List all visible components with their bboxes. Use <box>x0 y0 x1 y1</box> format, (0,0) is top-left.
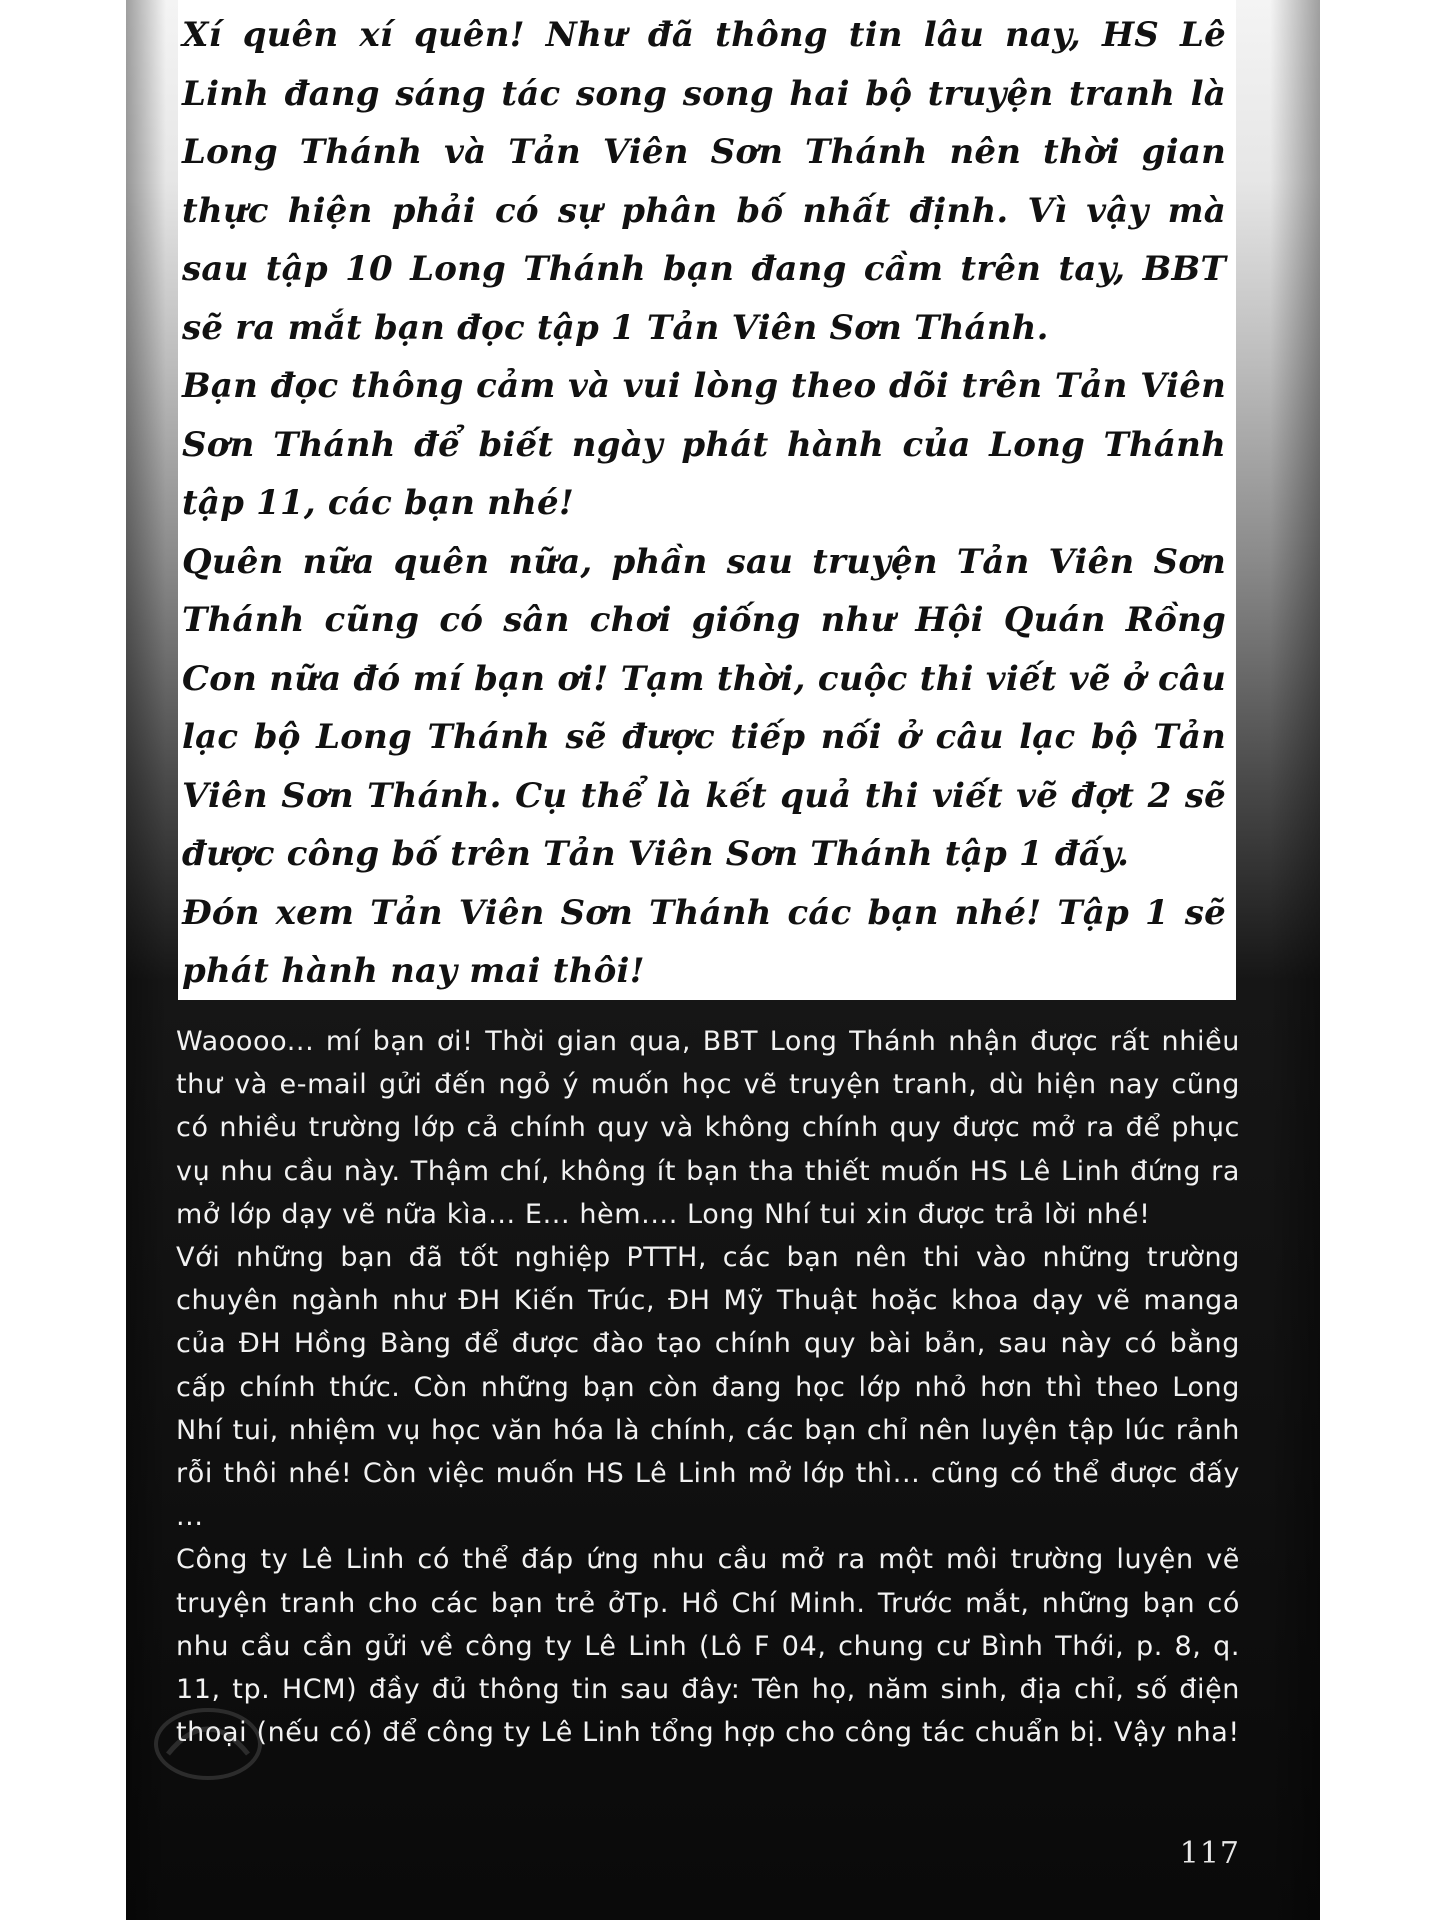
letter-paragraph: Với những bạn đã tốt nghiệp PTTH, các bạn nên thi vào những trường chuyên ngành như ĐH Kiến Trúc, ĐH Mỹ Thuật hoặc khoa dạy vẽ manga của ĐH Hồng Bàng để được đào tạo chính quy bài bản, sau này có bằng cấp chính thức. Còn những bạn còn đang học lớp nhỏ hơn thì theo Long Nhí tui, nhiệm vụ học văn hóa là chính, các bạn chỉ nên luyện tập lúc rảnh rỗi thôi nhé! Còn việc muốn HS Lê Linh mở lớp thì... cũng có thể được đấy ... <box>176 1242 1240 1533</box>
notice-box <box>178 0 1236 1000</box>
notice-paragraph: Quên nữa quên nữa, phần sau truyện Tản Viên Sơn Thánh cũng có sân chơi giống như Hội Quán Rồng Con nữa đó mí bạn ơi! Tạm thời, cuộc thi viết vẽ ở câu lạc bộ Long Thánh sẽ được tiếp nối ở câu lạc bộ Tản Viên Sơn Thánh. Cụ thể là kết quả thi viết vẽ đợt 2 sẽ được công bố trên Tản Viên Sơn Thánh tập 1 đấy. <box>182 541 1226 874</box>
notice-text <box>182 6 1226 1001</box>
letter-text <box>176 1020 1240 1754</box>
page-number: 117 <box>1179 1836 1240 1871</box>
notice-paragraph: Đón xem Tản Viên Sơn Thánh các bạn nhé! Tập 1 sẽ phát hành nay mai thôi! <box>182 892 1226 991</box>
letter-section <box>176 1020 1240 1754</box>
notice-paragraph: Xí quên xí quên! Như đã thông tin lâu nay, HS Lê Linh đang sáng tác song song hai bộ truyện tranh là Long Thánh và Tản Viên Sơn Thánh nên thời gian thực hiện phải có sự phân bố nhất định. Vì vậy mà sau tập 10 Long Thánh bạn đang cầm trên tay, BBT sẽ ra mắt bạn đọc tập 1 Tản Viên Sơn Thánh. <box>182 15 1226 348</box>
watermark-logo <box>148 1684 268 1804</box>
notice-paragraph: Bạn đọc thông cảm và vui lòng theo dõi trên Tản Viên Sơn Thánh để biết ngày phát hành của Long Thánh tập 11, các bạn nhé! <box>182 366 1226 523</box>
letter-paragraph: Waoooo... mí bạn ơi! Thời gian qua, BBT Long Thánh nhận được rất nhiều thư và e-mail gửi đến ngỏ ý muốn học vẽ truyện tranh, dù hiện nay cũng có nhiều trường lớp cả chính quy và không chính quy được mở ra để phục vụ nhu cầu này. Thậm chí, không ít bạn tha thiết muốn HS Lê Linh đứng ra mở lớp dạy vẽ nữa kìa... E... hèm.... Long Nhí tui xin được trả lời nhé! <box>176 1026 1240 1230</box>
letter-paragraph: Công ty Lê Linh có thể đáp ứng nhu cầu mở ra một môi trường luyện vẽ truyện tranh cho các bạn trẻ ởTp. Hồ Chí Minh. Trước mắt, những bạn có nhu cầu cần gửi về công ty Lê Linh (Lô F 04, chung cư Bình Thới, p. 8, q. 11, tp. HCM) đầy đủ thông tin sau đây: Tên họ, năm sinh, địa chỉ, số điện thoại (nếu có) để công ty Lê Linh tổng hợp cho công tác chuẩn bị. Vậy nha! <box>176 1544 1240 1749</box>
